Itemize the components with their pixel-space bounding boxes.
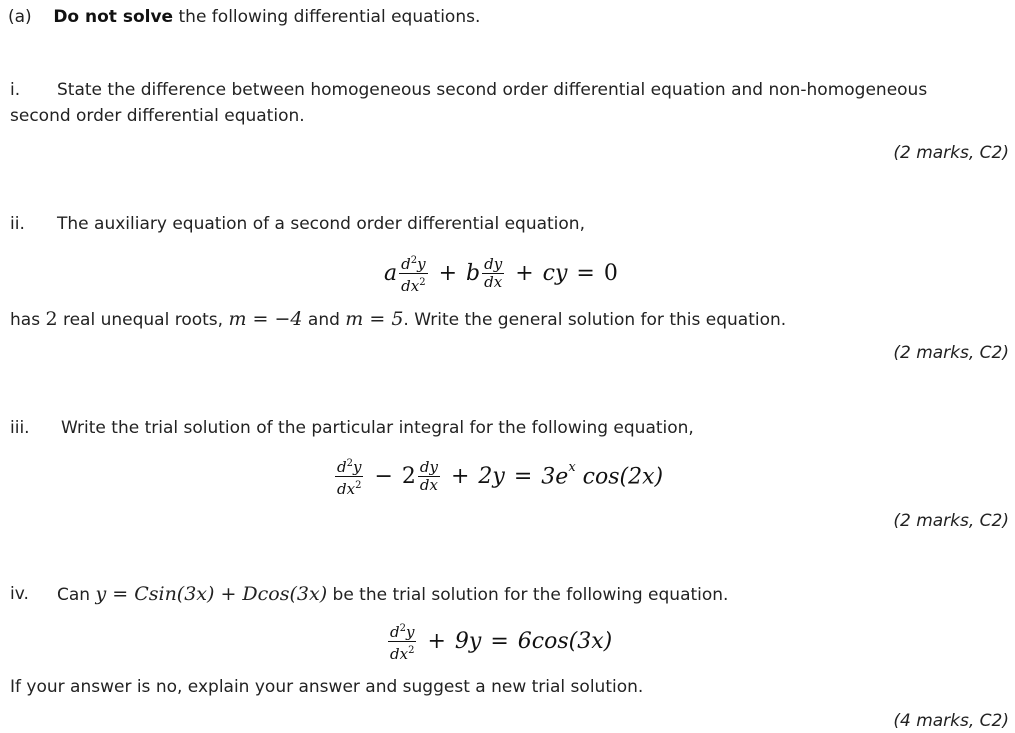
question-i-line2: second order differential equation. [10, 106, 305, 126]
eq-ii-plus-2: + [515, 261, 534, 286]
eq-ii-second-derivative: $\frac{d^2y}{dx^2}$ [401, 255, 426, 295]
question-iv-followup: If your answer is no, explain your answer and suggest a new trial solution. [10, 677, 644, 697]
marks-iv: (4 marks, C2) [893, 711, 1009, 731]
eq-iv-9y: 9y [454, 629, 482, 654]
question-ii-intro: The auxiliary equation of a second order differential equation, [57, 214, 585, 234]
question-number-ii: ii. [10, 214, 25, 234]
question-i-line1: State the difference between homogeneous second order differential equation and non-homogeneous [57, 80, 928, 100]
eq-ii-coef-a: a [384, 261, 398, 286]
eq-iii-equals: = [513, 464, 533, 489]
question-number-i: i. [10, 80, 21, 100]
eq-ii-rhs: 0 [603, 261, 618, 286]
eq-iii-2y: 2y [478, 464, 505, 489]
marks-iii: (2 marks, C2) [893, 511, 1009, 531]
question-iii-intro: Write the trial solution of the particular integral for the following equation, [61, 418, 694, 438]
root-m1: m = −4 [228, 308, 303, 330]
eq-iii-rhs: $3e^x$ cos(2x) [541, 459, 664, 490]
eq-ii-cy: cy [542, 261, 568, 286]
eq-iii-plus: + [450, 464, 470, 489]
equation-iv [386, 620, 612, 663]
marks-i: (2 marks, C2) [893, 143, 1009, 163]
question-ii-roots: has 2 real unequal roots, m = −4 and m = 5. Write the general solution for this equation. [10, 308, 787, 330]
root-m2: m = 5 [345, 308, 404, 330]
equation-iii [333, 455, 663, 498]
eq-iii-minus: − [374, 464, 393, 489]
question-number-iii: iii. [10, 418, 30, 438]
root-count: 2 [45, 308, 58, 330]
part-header [8, 6, 480, 28]
eq-iv-plus: + [427, 629, 446, 654]
marks-ii: (2 marks, C2) [893, 343, 1009, 363]
part-label: (a) [8, 7, 32, 27]
header-bold-instruction: Do not solve [53, 7, 174, 27]
question-iv-text: Can y = Csin(3x) + Dcos(3x) be the trial solution for the following equation. [57, 583, 729, 605]
header-instruction: the following differential equations. [178, 7, 481, 27]
trial-solution-expr: y = Csin(3x) + Dcos(3x) [95, 583, 328, 605]
eq-iii-second-derivative: $\frac{d^2y}{dx^2}$ [337, 458, 362, 498]
question-number-iv: iv. [10, 584, 29, 604]
eq-ii-coef-b: b [466, 261, 481, 286]
eq-iii-coef-two: 2 [401, 464, 416, 489]
eq-ii-plus: + [438, 261, 458, 286]
eq-ii-equals: = [576, 261, 595, 286]
eq-ii-first-derivative: $\frac{dy}{dx}$ [484, 255, 503, 291]
eq-iv-equals: = [490, 629, 509, 654]
eq-iv-second-derivative: $\frac{d^2y}{dx^2}$ [390, 623, 415, 663]
equation-ii [384, 252, 618, 295]
eq-iv-rhs: 6cos(3x) [517, 629, 613, 654]
eq-iii-first-derivative: $\frac{dy}{dx}$ [419, 458, 438, 494]
